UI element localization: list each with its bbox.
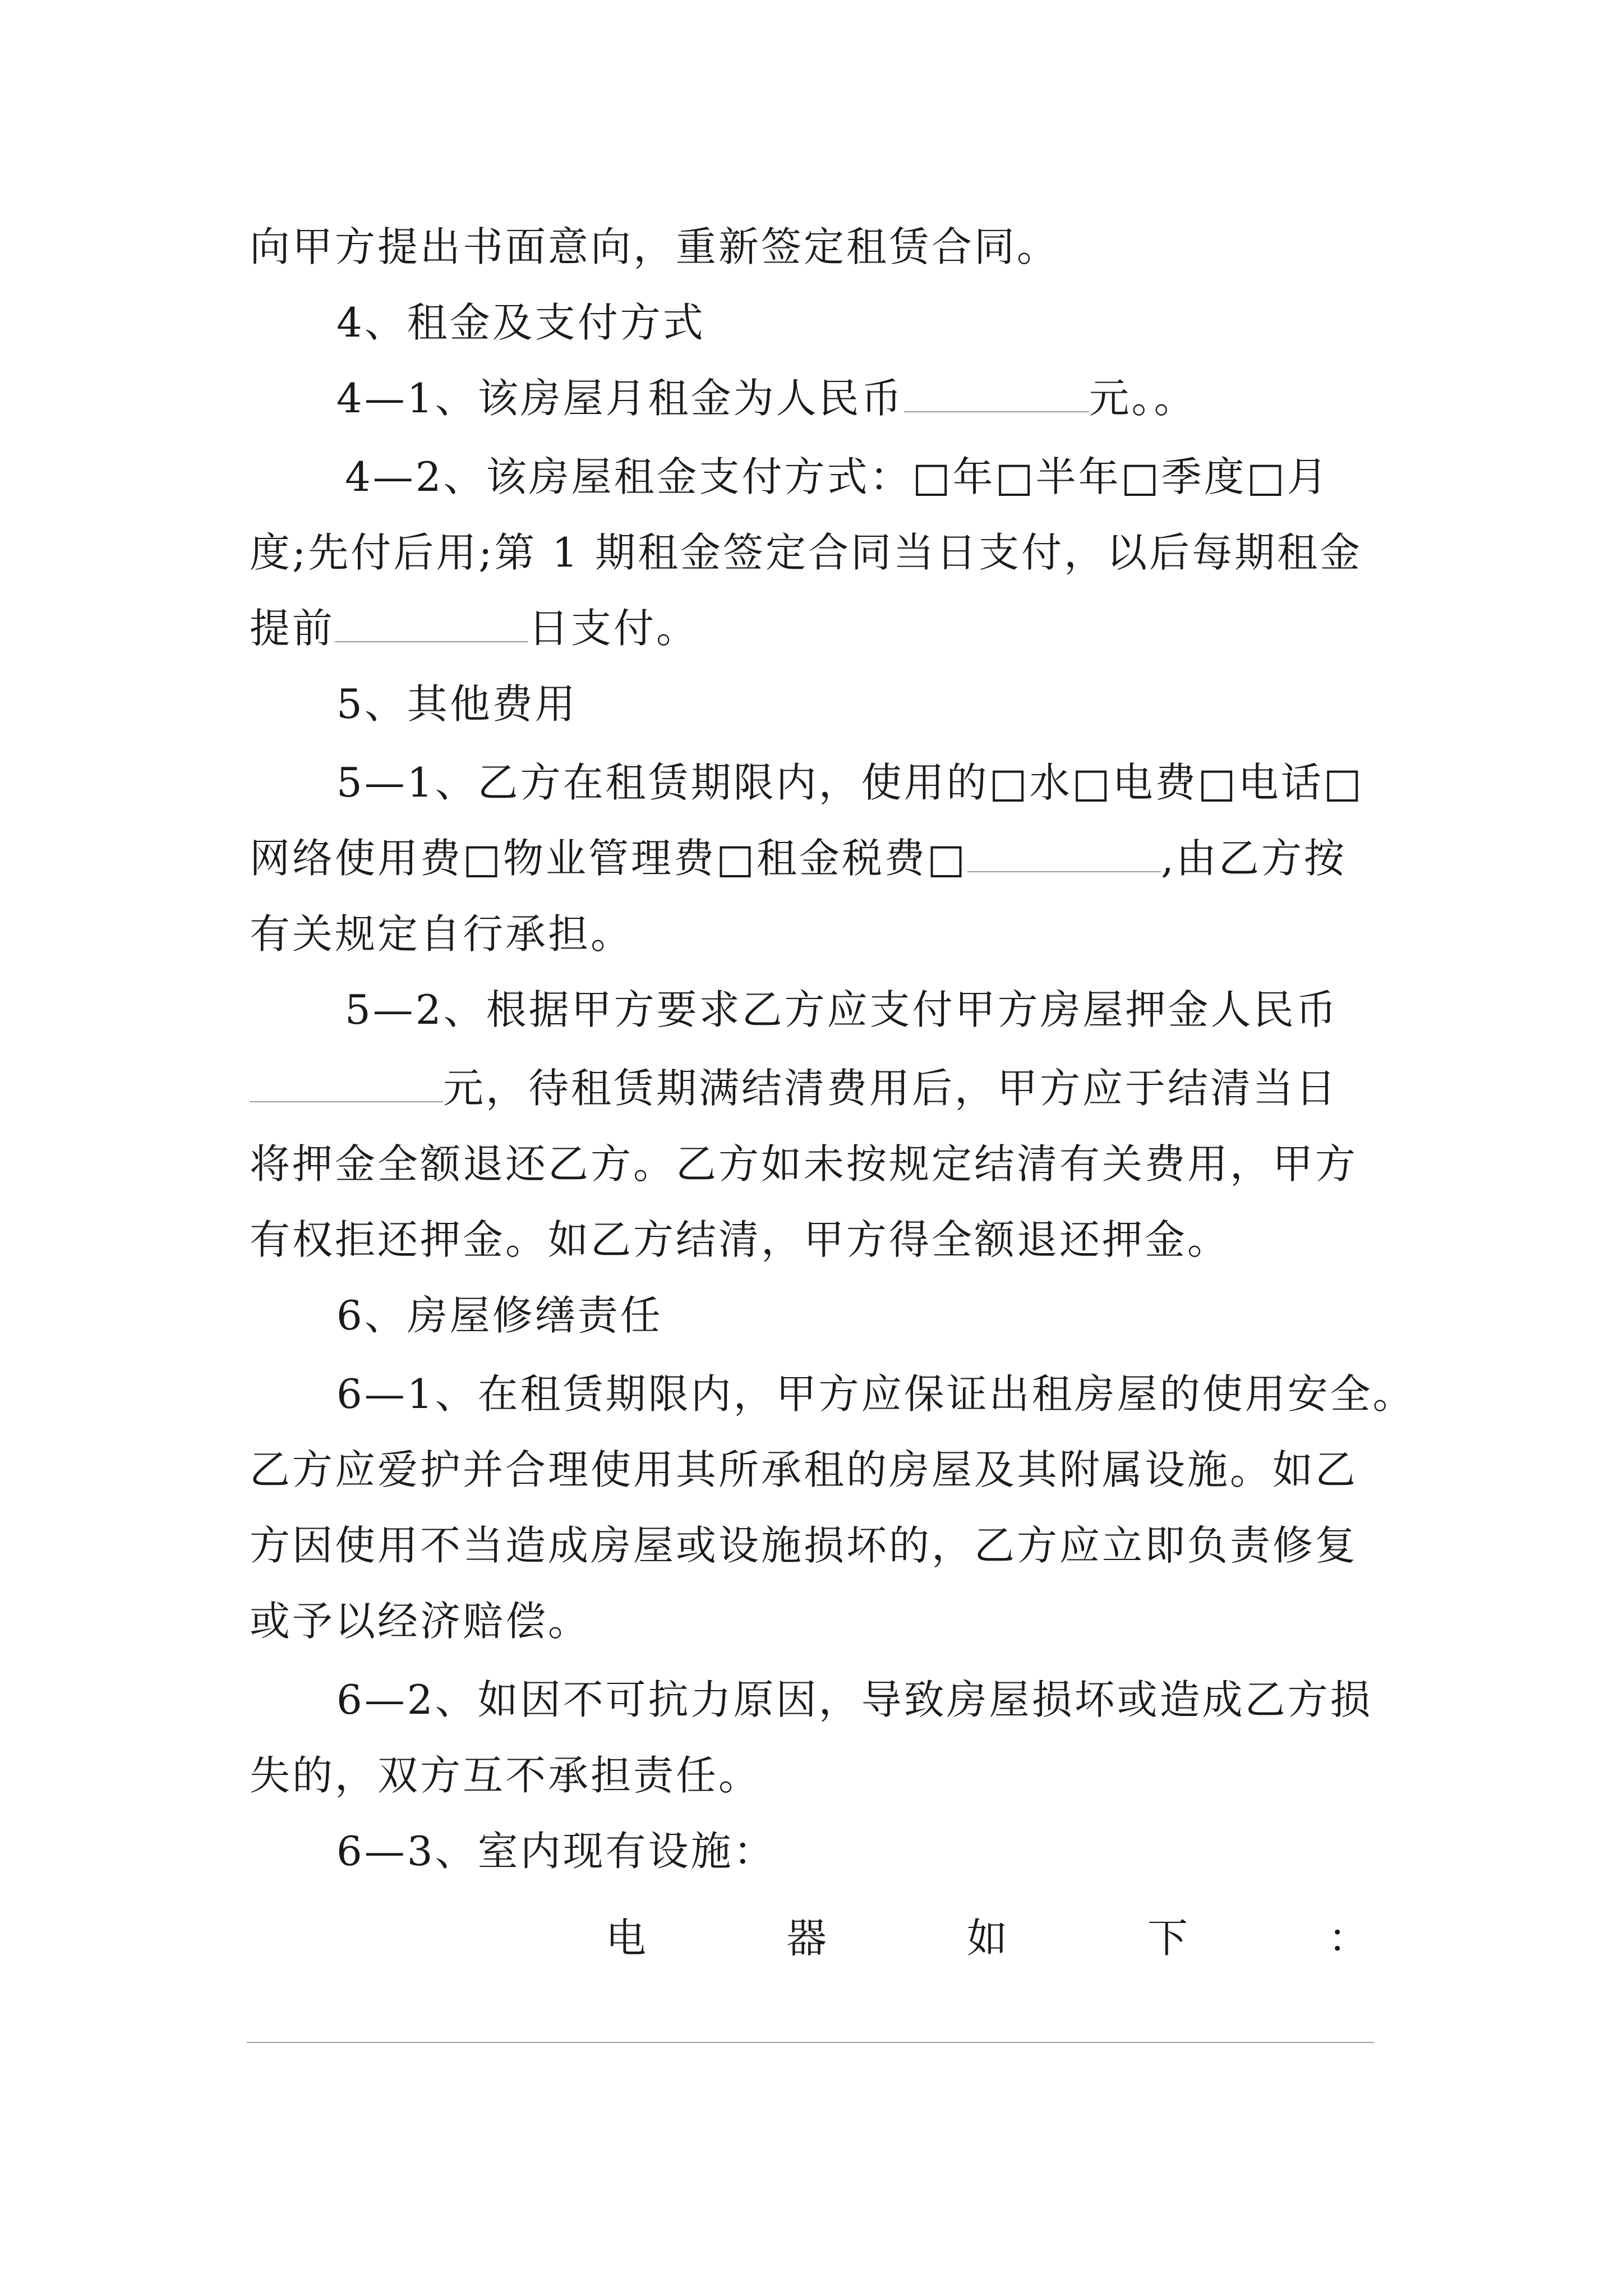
text-line [250, 597, 1394, 659]
appliances-char: 器 [786, 1915, 827, 1962]
text: 日支付。 [528, 605, 699, 652]
text: 网络使用费□物业管理费□租金税费□ [250, 835, 968, 882]
clause-6-1 [336, 1363, 1415, 1425]
appliances-char: 电 [606, 1915, 647, 1962]
text-line [250, 1515, 1394, 1576]
section-heading-6 [336, 1285, 1394, 1346]
fill-blank-days[interactable] [335, 603, 528, 642]
fill-blank-rent[interactable] [904, 373, 1089, 412]
text: 6—2、如因不可抗力原因，导致房屋损坏或造成乙方损 [336, 1676, 1373, 1723]
text-line [250, 1439, 1394, 1501]
appliances-char: 下 [1147, 1915, 1188, 1962]
text-line [250, 827, 1394, 889]
text: 有权拒还押金。如乙方结清，甲方得全额退还押金。 [250, 1216, 1230, 1263]
text: 或予以经济赔偿。 [250, 1598, 591, 1645]
fill-blank-other-fee[interactable] [967, 833, 1161, 872]
text-line [250, 1057, 1394, 1119]
text: 元。。 [1089, 375, 1197, 422]
text-line [250, 903, 1394, 965]
text: 5—2、根据甲方要求乙方应支付甲方房屋押金人民币 [345, 986, 1339, 1033]
text: 6、房屋修缮责任 [336, 1292, 663, 1339]
text: 4—2、该房屋租金支付方式：□年□半年□季度□月 [345, 453, 1330, 500]
text: 乙方应爱护并合理使用其所承租的房屋及其附属设施。如乙 [250, 1446, 1358, 1493]
text: 6—1、在租赁期限内，甲方应保证出租房屋的使用安全。 [336, 1370, 1415, 1418]
appliances-char: 如 [966, 1915, 1007, 1962]
fill-blank-deposit[interactable] [250, 1063, 443, 1102]
text-line [250, 1745, 1394, 1806]
text: 度;先付后用;第 1 期租金签定合同当日支付，以后每期租金 [250, 529, 1363, 576]
text-line [250, 216, 1102, 278]
fill-blank-appliances-line[interactable] [247, 2042, 1374, 2043]
text: 失的，双方互不承担责任。 [250, 1752, 762, 1799]
text: 提前 [250, 605, 335, 652]
text-line [250, 1209, 1394, 1271]
text: 将押金全额退还乙方。乙方如未按规定结清有关费用，甲方 [250, 1140, 1358, 1188]
text-line [250, 522, 1394, 583]
clause-6-3 [336, 1820, 1394, 1882]
text: 4、租金及支付方式 [336, 299, 706, 346]
text-line [250, 1133, 1394, 1195]
clause-5-2 [345, 979, 1394, 1041]
text: 6—3、室内现有设施： [336, 1828, 776, 1875]
text: 向甲方提出书面意向，重新签定租赁合同。 [250, 223, 1060, 270]
text: 方因使用不当造成房屋或设施损坏的，乙方应立即负责修复 [250, 1522, 1358, 1569]
clause-6-2 [336, 1669, 1394, 1731]
section-heading-5 [336, 673, 1394, 735]
appliances-char: ： [1327, 1915, 1368, 1962]
text: 元，待租赁期满结清费用后，甲方应于结清当日 [443, 1065, 1339, 1112]
text: 有关规定自行承担。 [250, 910, 634, 958]
clause-4-1 [336, 367, 1394, 429]
text: ,由乙方按 [1161, 835, 1347, 882]
text-line [250, 1590, 1394, 1652]
appliances-heading [606, 1907, 1368, 1969]
text: 5、其他费用 [336, 680, 578, 728]
clause-4-2 [345, 446, 1394, 508]
clause-5-1 [336, 752, 1394, 813]
section-heading-4 [336, 292, 1394, 353]
text: 5—1、乙方在租赁期限内，使用的□水□电费□电话□ [336, 759, 1364, 806]
text: 4—1、该房屋月租金为人民币 [336, 375, 904, 422]
